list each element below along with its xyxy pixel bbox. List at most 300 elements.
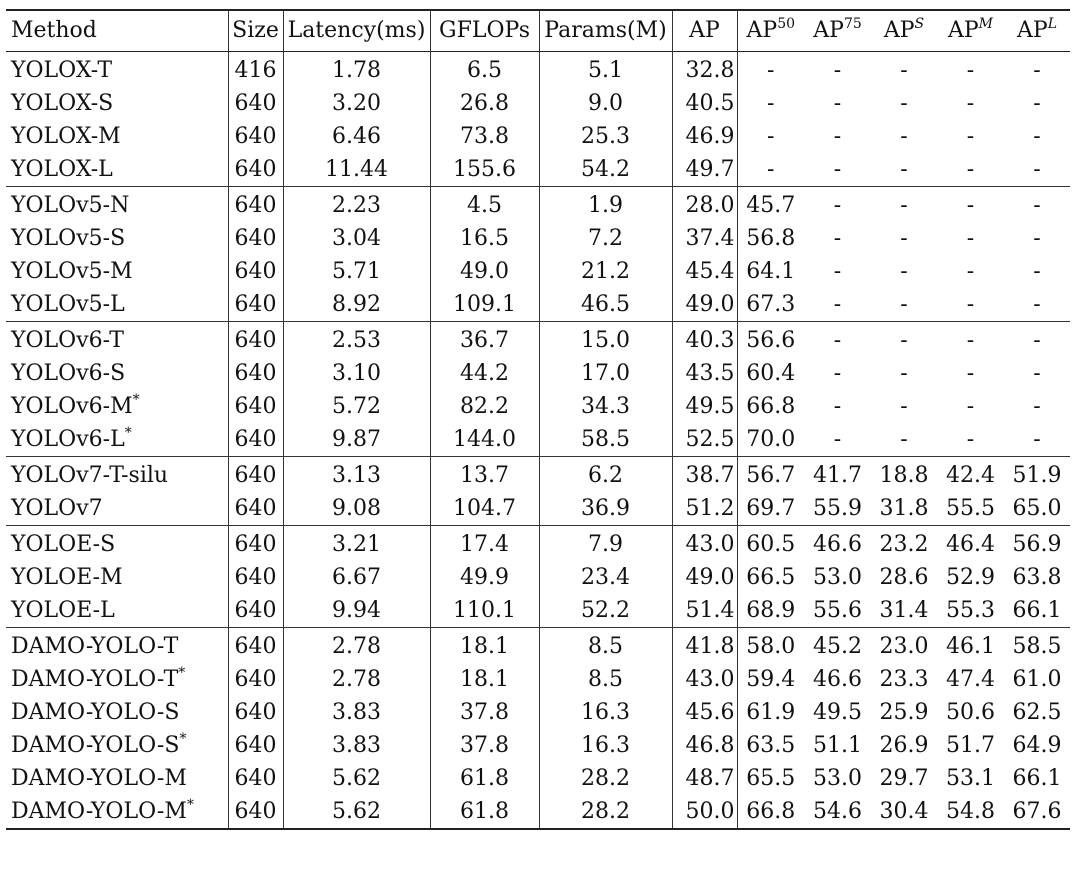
cell-gflops: 17.4 [430, 526, 539, 562]
cell-method [6, 187, 228, 223]
cell-apm: 46.1 [946, 634, 995, 659]
cell-gflops: 82.2 [430, 390, 539, 423]
cell-aps: 28.6 [879, 565, 929, 590]
header-aps-base: AP [883, 18, 915, 43]
cell-aps: 31.8 [879, 496, 929, 521]
cell-apm: - [966, 394, 975, 419]
cell-params: 25.3 [539, 120, 672, 153]
header-ap50 [737, 10, 804, 52]
cell-ap: 43.0 [672, 663, 737, 696]
cell-ap75: 53.0 [813, 766, 862, 791]
table-row [6, 52, 1070, 88]
cell-ap75: - [833, 328, 842, 353]
cell-ap75: 53.0 [813, 565, 862, 590]
table-row [6, 120, 1070, 153]
cell-latency: 5.62 [283, 795, 430, 829]
cell-size: 640 [228, 322, 283, 358]
cell-aps: - [900, 124, 908, 149]
cell-gflops: 37.8 [430, 729, 539, 762]
cell-aps: 29.7 [879, 766, 929, 791]
cell-latency: 2.78 [283, 663, 430, 696]
cell-method [6, 322, 228, 358]
cell-apm: - [966, 124, 975, 149]
method-name: YOLOX-L [11, 157, 113, 182]
cell-method [6, 87, 228, 120]
method-name: YOLOv6-L [11, 427, 125, 452]
cell-ap: 52.5 [672, 423, 737, 457]
cell-size: 640 [228, 696, 283, 729]
table-row [6, 762, 1070, 795]
cell-apl: 61.0 [1012, 667, 1062, 692]
cell-size: 640 [228, 357, 283, 390]
cell-ap: 40.3 [672, 322, 737, 358]
cell-gflops: 4.5 [430, 187, 539, 223]
cell-apl: 64.9 [1012, 733, 1062, 758]
table-row [6, 663, 1070, 696]
cell-ap50: 45.7 [737, 187, 804, 223]
cell-ap: 51.2 [672, 492, 737, 526]
cell-size: 640 [228, 762, 283, 795]
cell-size: 640 [228, 255, 283, 288]
cell-params: 7.9 [539, 526, 672, 562]
cell-apm: - [966, 259, 975, 284]
cell-params: 34.3 [539, 390, 672, 423]
method-name: YOLOv7 [11, 496, 103, 521]
cell-size: 640 [228, 187, 283, 223]
method-name: DAMO-YOLO-S [11, 733, 180, 758]
cell-aps: 23.2 [879, 532, 929, 557]
cell-aps: - [900, 427, 908, 452]
table-row [6, 561, 1070, 594]
cell-ap: 46.8 [672, 729, 737, 762]
cell-gflops: 155.6 [430, 153, 539, 187]
cell-gflops: 109.1 [430, 288, 539, 322]
cell-ap: 49.0 [672, 561, 737, 594]
cell-apm: - [966, 328, 975, 353]
cell-apl: - [1033, 58, 1041, 83]
cell-ap50: 61.9 [737, 696, 804, 729]
cell-params: 54.2 [539, 153, 672, 187]
cell-ap50: 65.5 [737, 762, 804, 795]
cell-aps: - [900, 328, 908, 353]
cell-params: 36.9 [539, 492, 672, 526]
method-star-marker: * [124, 425, 132, 441]
cell-params: 7.2 [539, 222, 672, 255]
cell-aps: - [900, 58, 908, 83]
header-size: Size [228, 10, 283, 52]
cell-gflops: 26.8 [430, 87, 539, 120]
cell-gflops: 61.8 [430, 795, 539, 829]
cell-ap50: 60.4 [737, 357, 804, 390]
table-row [6, 628, 1070, 664]
cell-gflops: 49.9 [430, 561, 539, 594]
cell-apl: 58.5 [1012, 634, 1062, 659]
method-name: YOLOv6-M [11, 394, 133, 419]
method-name: YOLOv5-M [11, 259, 133, 284]
cell-params: 6.2 [539, 457, 672, 493]
cell-aps: 18.8 [879, 463, 929, 488]
header-apl-base: AP [1017, 18, 1048, 43]
cell-apm: - [966, 157, 975, 182]
cell-params: 17.0 [539, 357, 672, 390]
cell-apm: 55.3 [946, 598, 995, 623]
cell-ap: 43.0 [672, 526, 737, 562]
cell-apm: 52.9 [946, 565, 995, 590]
cell-method [6, 561, 228, 594]
cell-latency: 1.78 [283, 52, 430, 88]
method-name: YOLOX-S [11, 91, 114, 116]
header-apm-sup: M [978, 16, 994, 32]
cell-params: 23.4 [539, 561, 672, 594]
cell-size: 640 [228, 87, 283, 120]
cell-ap50: 69.7 [737, 492, 804, 526]
cell-ap50: - [737, 87, 804, 120]
header-ap50-base: AP [746, 18, 778, 43]
cell-aps: - [900, 91, 908, 116]
method-name: YOLOX-M [11, 124, 121, 149]
cell-latency: 6.46 [283, 120, 430, 153]
header-params: Params(M) [539, 10, 672, 52]
cell-params: 15.0 [539, 322, 672, 358]
cell-gflops: 6.5 [430, 52, 539, 88]
cell-params: 8.5 [539, 628, 672, 664]
cell-latency: 3.83 [283, 696, 430, 729]
cell-params: 28.2 [539, 795, 672, 829]
table-header-row [6, 10, 1070, 52]
cell-size: 640 [228, 663, 283, 696]
cell-apl: 51.9 [1012, 463, 1062, 488]
table-row [6, 492, 1070, 526]
cell-aps: 31.4 [879, 598, 929, 623]
cell-apl: - [1033, 259, 1041, 284]
cell-ap: 49.0 [672, 288, 737, 322]
cell-ap50: 66.8 [737, 390, 804, 423]
cell-apl: 63.8 [1012, 565, 1062, 590]
cell-ap50: - [737, 120, 804, 153]
table-row [6, 457, 1070, 493]
cell-aps: - [900, 157, 908, 182]
table-group [6, 457, 1070, 526]
cell-latency: 9.87 [283, 423, 430, 457]
cell-apm: 50.6 [946, 700, 995, 725]
cell-ap50: 68.9 [737, 594, 804, 628]
method-star-marker: * [186, 797, 194, 813]
cell-ap: 32.8 [672, 52, 737, 88]
method-name: YOLOv6-T [11, 328, 124, 353]
header-gflops: GFLOPs [430, 10, 539, 52]
header-aps [871, 10, 937, 52]
header-ap75 [804, 10, 871, 52]
table-row [6, 288, 1070, 322]
cell-ap75: - [833, 157, 842, 182]
cell-ap: 49.7 [672, 153, 737, 187]
cell-method [6, 795, 228, 829]
table-row [6, 526, 1070, 562]
cell-apl: 56.9 [1012, 532, 1062, 557]
cell-ap50: 66.5 [737, 561, 804, 594]
cell-aps: 23.3 [879, 667, 929, 692]
cell-ap50: 67.3 [737, 288, 804, 322]
cell-method [6, 390, 228, 423]
cell-ap75: - [833, 226, 842, 251]
cell-size: 640 [228, 153, 283, 187]
cell-gflops: 16.5 [430, 222, 539, 255]
cell-apl: - [1033, 91, 1041, 116]
cell-size: 640 [228, 729, 283, 762]
method-name: YOLOv7-T-silu [11, 463, 169, 488]
cell-ap: 46.9 [672, 120, 737, 153]
table-row [6, 729, 1070, 762]
cell-ap50: 66.8 [737, 795, 804, 829]
cell-method [6, 762, 228, 795]
cell-size: 640 [228, 492, 283, 526]
cell-ap50: - [737, 52, 804, 88]
header-apm [937, 10, 1004, 52]
table-group [6, 187, 1070, 322]
cell-method [6, 357, 228, 390]
cell-aps: 30.4 [879, 799, 929, 824]
cell-ap75: 46.6 [813, 667, 862, 692]
cell-aps: 23.0 [879, 634, 929, 659]
cell-gflops: 49.0 [430, 255, 539, 288]
header-apl [1004, 10, 1070, 52]
cell-ap75: 45.2 [813, 634, 862, 659]
method-star-marker: * [178, 665, 186, 681]
table-group [6, 628, 1070, 830]
cell-apm: - [966, 361, 975, 386]
method-name: DAMO-YOLO-T [11, 667, 179, 692]
cell-ap: 38.7 [672, 457, 737, 493]
cell-size: 640 [228, 628, 283, 664]
cell-latency: 3.20 [283, 87, 430, 120]
cell-apl: 65.0 [1012, 496, 1062, 521]
cell-ap: 50.0 [672, 795, 737, 829]
cell-apl: - [1033, 394, 1041, 419]
cell-params: 28.2 [539, 762, 672, 795]
cell-apm: - [966, 91, 975, 116]
cell-size: 640 [228, 561, 283, 594]
cell-ap75: - [833, 427, 842, 452]
method-name: YOLOv5-L [11, 292, 125, 317]
cell-gflops: 144.0 [430, 423, 539, 457]
table-row [6, 187, 1070, 223]
cell-apl: - [1033, 427, 1041, 452]
cell-latency: 2.53 [283, 322, 430, 358]
table-row [6, 423, 1070, 457]
cell-ap75: - [833, 259, 842, 284]
cell-gflops: 73.8 [430, 120, 539, 153]
cell-ap: 45.6 [672, 696, 737, 729]
header-ap75-sup: 75 [843, 16, 862, 32]
cell-apl: 67.6 [1012, 799, 1062, 824]
method-name: YOLOv5-N [11, 193, 130, 218]
cell-ap75: 55.9 [813, 496, 862, 521]
table-row [6, 795, 1070, 829]
cell-method [6, 594, 228, 628]
cell-ap50: 56.7 [737, 457, 804, 493]
cell-ap: 40.5 [672, 87, 737, 120]
method-name: DAMO-YOLO-S [11, 700, 180, 725]
header-method: Method [11, 18, 97, 43]
cell-apl: 66.1 [1012, 598, 1062, 623]
cell-size: 640 [228, 120, 283, 153]
cell-apl: - [1033, 328, 1041, 353]
cell-aps: - [900, 292, 908, 317]
cell-method [6, 255, 228, 288]
cell-ap: 49.5 [672, 390, 737, 423]
cell-ap: 41.8 [672, 628, 737, 664]
cell-gflops: 61.8 [430, 762, 539, 795]
cell-params: 46.5 [539, 288, 672, 322]
cell-apl: - [1033, 157, 1041, 182]
cell-latency: 9.08 [283, 492, 430, 526]
cell-ap75: - [833, 361, 842, 386]
cell-latency: 5.71 [283, 255, 430, 288]
cell-method [6, 288, 228, 322]
cell-size: 640 [228, 594, 283, 628]
cell-method [6, 729, 228, 762]
cell-method [6, 492, 228, 526]
cell-latency: 6.67 [283, 561, 430, 594]
table-row [6, 357, 1070, 390]
method-name: DAMO-YOLO-T [11, 634, 179, 659]
cell-method [6, 663, 228, 696]
cell-ap50: 64.1 [737, 255, 804, 288]
detector-comparison-table [6, 9, 1070, 830]
cell-ap50: 60.5 [737, 526, 804, 562]
table-row [6, 322, 1070, 358]
cell-params: 58.5 [539, 423, 672, 457]
cell-ap75: 55.6 [813, 598, 862, 623]
method-name: DAMO-YOLO-M [11, 766, 187, 791]
cell-ap50: 56.6 [737, 322, 804, 358]
cell-aps: - [900, 193, 908, 218]
cell-method [6, 222, 228, 255]
method-name: YOLOv5-S [11, 226, 126, 251]
cell-method [6, 120, 228, 153]
results-table-container [6, 9, 1070, 830]
table-group [6, 52, 1070, 187]
cell-params: 9.0 [539, 87, 672, 120]
cell-gflops: 110.1 [430, 594, 539, 628]
cell-apm: 53.1 [946, 766, 995, 791]
cell-gflops: 104.7 [430, 492, 539, 526]
cell-latency: 11.44 [283, 153, 430, 187]
header-ap50-sup: 50 [777, 16, 796, 32]
cell-ap: 28.0 [672, 187, 737, 223]
cell-size: 640 [228, 795, 283, 829]
header-aps-sup: S [914, 16, 925, 32]
cell-ap75: - [833, 124, 842, 149]
method-star-marker: * [179, 731, 187, 747]
table-group [6, 322, 1070, 457]
cell-latency: 3.04 [283, 222, 430, 255]
method-name: DAMO-YOLO-M [11, 799, 187, 824]
cell-method [6, 153, 228, 187]
cell-method [6, 52, 228, 88]
cell-latency: 2.23 [283, 187, 430, 223]
cell-apl: 62.5 [1012, 700, 1062, 725]
cell-apm: 54.8 [946, 799, 995, 824]
cell-method [6, 628, 228, 664]
cell-ap: 51.4 [672, 594, 737, 628]
cell-apm: - [966, 226, 975, 251]
cell-method [6, 526, 228, 562]
cell-ap50: 59.4 [737, 663, 804, 696]
cell-aps: - [900, 259, 908, 284]
header-ap: AP [672, 10, 737, 52]
cell-latency: 9.94 [283, 594, 430, 628]
cell-gflops: 18.1 [430, 663, 539, 696]
cell-params: 21.2 [539, 255, 672, 288]
cell-gflops: 37.8 [430, 696, 539, 729]
method-name: YOLOv6-S [11, 361, 126, 386]
cell-ap75: 41.7 [813, 463, 862, 488]
cell-latency: 3.13 [283, 457, 430, 493]
table-row [6, 390, 1070, 423]
cell-aps: - [900, 394, 908, 419]
cell-ap75: - [833, 58, 842, 83]
cell-params: 16.3 [539, 696, 672, 729]
header-apl-sup: L [1047, 16, 1057, 32]
cell-apm: - [966, 58, 975, 83]
cell-apm: - [966, 292, 975, 317]
cell-ap50: 58.0 [737, 628, 804, 664]
cell-apm: 51.7 [946, 733, 995, 758]
cell-latency: 3.21 [283, 526, 430, 562]
cell-params: 16.3 [539, 729, 672, 762]
cell-apm: 55.5 [946, 496, 995, 521]
cell-latency: 5.72 [283, 390, 430, 423]
table-row [6, 153, 1070, 187]
cell-gflops: 18.1 [430, 628, 539, 664]
cell-size: 416 [228, 52, 283, 88]
cell-apl: 66.1 [1012, 766, 1062, 791]
cell-aps: - [900, 226, 908, 251]
cell-aps: - [900, 361, 908, 386]
method-name: YOLOX-T [11, 58, 113, 83]
method-name: YOLOE-S [11, 532, 116, 557]
method-star-marker: * [132, 392, 140, 408]
cell-size: 640 [228, 222, 283, 255]
cell-ap: 45.4 [672, 255, 737, 288]
cell-latency: 3.10 [283, 357, 430, 390]
cell-ap: 43.5 [672, 357, 737, 390]
cell-ap75: 54.6 [813, 799, 862, 824]
cell-apl: - [1033, 193, 1041, 218]
table-group [6, 526, 1070, 628]
cell-size: 640 [228, 423, 283, 457]
method-name: YOLOE-M [11, 565, 123, 590]
cell-size: 640 [228, 288, 283, 322]
table-row [6, 87, 1070, 120]
header-ap75-base: AP [813, 18, 844, 43]
cell-size: 640 [228, 457, 283, 493]
cell-size: 640 [228, 390, 283, 423]
cell-params: 5.1 [539, 52, 672, 88]
cell-gflops: 36.7 [430, 322, 539, 358]
cell-method [6, 457, 228, 493]
cell-ap75: - [833, 292, 842, 317]
cell-params: 52.2 [539, 594, 672, 628]
cell-ap: 37.4 [672, 222, 737, 255]
method-name: YOLOE-L [11, 598, 115, 623]
cell-latency: 5.62 [283, 762, 430, 795]
table-row [6, 594, 1070, 628]
header-apm-base: AP [947, 18, 979, 43]
cell-apl: - [1033, 124, 1041, 149]
cell-ap75: - [833, 91, 842, 116]
